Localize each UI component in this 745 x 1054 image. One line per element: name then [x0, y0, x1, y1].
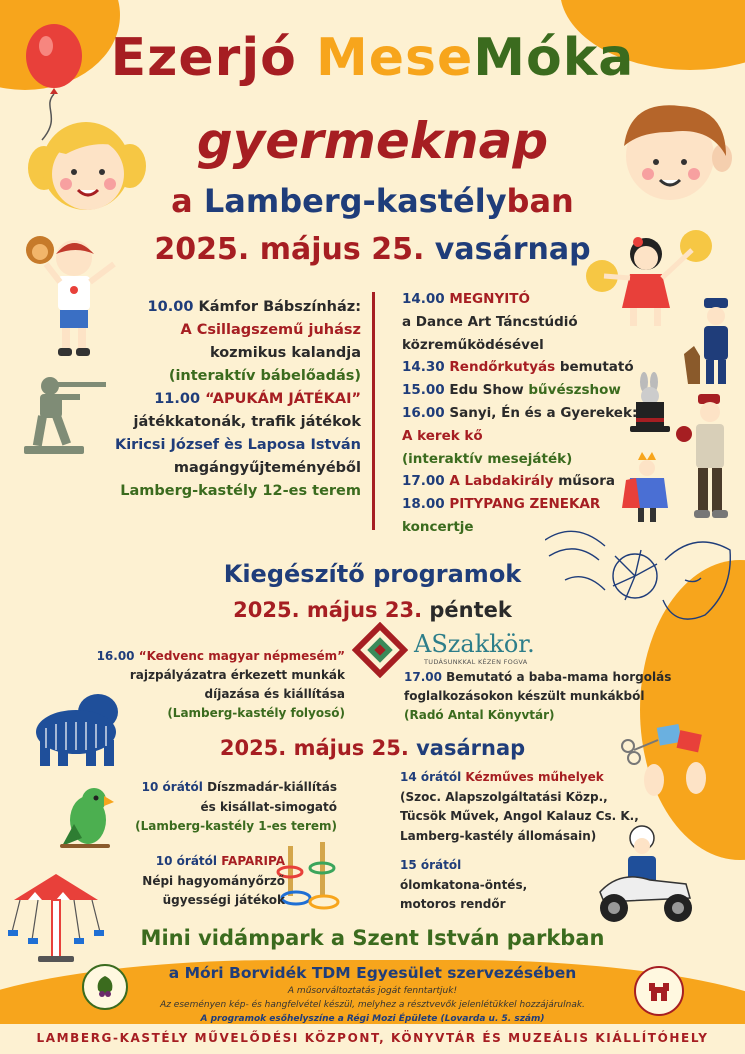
program-line: 17.00 Bemutató a baba-mama horgolás [404, 670, 672, 684]
program-line: 17.00 A Labdakirály műsora [402, 473, 615, 490]
program-line: Lamberg-kastély 12-es terem [120, 483, 361, 499]
main-date-day: 2025. május 25. [154, 232, 435, 267]
mini-amusement-park: Mini vidámpark a Szent István parkban [140, 926, 605, 950]
program-line: ólomkatona-öntés, [400, 877, 528, 892]
man-with-ball-icon [676, 392, 736, 522]
program-change-note: A műsorváltoztatás jogát fenntartjuk! [287, 986, 458, 996]
main-date-weekday: vasárnap [434, 232, 591, 267]
program-line: (Radó Antal Könyvtár) [404, 708, 555, 722]
main-title [0, 28, 745, 88]
program-line: játékkatonák, trafik játékok [133, 414, 361, 430]
title-word-ezerjo: Ezerjó [110, 28, 316, 88]
program-line: a Dance Art Táncstúdió [402, 313, 578, 330]
venue-name: Lamberg-kastély [203, 182, 507, 220]
program-line: közreműködésével [402, 336, 544, 353]
program-line: 11.00 “APUKÁM JÁTÉKAI” [154, 391, 361, 407]
subtitle-gyermeknap: gyermeknap [196, 112, 549, 170]
program-line: Lamberg-kastély állomásain) [400, 828, 597, 843]
program-line: 14 órától Kézműves műhelyek [400, 770, 604, 784]
extra-date-2 [0, 736, 745, 760]
program-line: 10 órától FAPARIPA [155, 854, 285, 868]
extra-block-5 [400, 768, 639, 846]
title-word-moka: Móka [473, 28, 635, 88]
venue-prefix: a [171, 182, 204, 220]
extra-block-4 [142, 852, 285, 911]
program-line: ügyességi játékok [162, 893, 285, 907]
szakkor-tagline: TUDÁSUNKKAL KÉZEN FOGVA [424, 658, 528, 666]
program-line: A kerek kő [402, 427, 483, 444]
program-line: kozmikus kalandja [209, 345, 361, 361]
police-dog-icon [682, 294, 742, 386]
extra-date-2-day: 2025. május 25. [219, 736, 417, 760]
recording-note: Az eseményen kép- és hangfelvétel készül, melyhez a résztvevők jelenlétükkel hozzájárulnak. [160, 1000, 585, 1010]
program-line: A Csillagszemű juhász [180, 322, 361, 338]
right-program [402, 288, 637, 539]
extra-block-1 [97, 647, 345, 723]
extra-block-3 [135, 778, 337, 837]
program-line: Népi hagyományőrző [142, 873, 285, 888]
program-line: 18.00 PITYPANG ZENEKAR [402, 496, 601, 513]
program-line: díjazása és kiállítása [204, 687, 345, 701]
program-line: 16.00 “Kedvenc magyar népmesém” [96, 649, 345, 663]
program-line: Tücsök Művek, Angol Kalauz Cs. K., [400, 809, 639, 823]
footer-institution: LAMBERG-KASTÉLY MŰVELŐDÉSI KÖZPONT, KÖNYVTÁR ÉS MUZEÁLIS KIÁLLÍTÓHELY [36, 1031, 709, 1045]
title-word-mese: Mese [315, 28, 474, 88]
left-program [115, 296, 361, 503]
program-line: (Lamberg-kastély folyosó) [167, 706, 345, 720]
program-line: Kiricsi József ès Laposa István [114, 437, 361, 453]
extra-programs-title: Kiegészítő programok [223, 560, 522, 588]
venue-line [0, 182, 745, 220]
program-line: 15 órától [400, 858, 462, 872]
program-line: 10.00 Kámfor Bábszínház: [147, 299, 361, 315]
main-date [0, 232, 745, 267]
extra-date-1-day: 2025. május 23. [233, 598, 430, 622]
parrot-icon [54, 784, 122, 852]
program-line: és kisállat-simogató [200, 799, 337, 814]
program-line: (Szoc. Alapszolgáltatási Közp., [400, 789, 608, 804]
program-divider [372, 292, 375, 530]
rain-venue-note: A programok esőhelyszíne a Régi Mozi Épülete (Lovarda u. 5. szám) [200, 1014, 545, 1024]
extra-date-2-weekday: vasárnap [416, 736, 526, 760]
program-line: koncertje [402, 518, 474, 535]
program-line: 16.00 Sanyi, Én és a Gyerekek: [402, 404, 638, 421]
extra-date-1-weekday: péntek [429, 598, 512, 622]
program-line: (interaktív mesejáték) [402, 450, 573, 467]
program-line: 15.00 Edu Show bűvészshow [402, 382, 621, 399]
extra-block-6 [400, 856, 527, 915]
program-line: rajzpályázatra érkezett munkák [129, 668, 345, 682]
program-line: magángyűjteményéből [173, 460, 361, 476]
program-line: motoros rendőr [400, 897, 506, 911]
program-line: foglalkozásokon készült munkákból [404, 689, 645, 703]
toy-soldier-icon [18, 374, 108, 456]
program-line: 10 órától Díszmadár-kiállítás [141, 780, 337, 794]
organizer-line: a Móri Borvidék TDM Egyesület szervezésében [168, 964, 577, 982]
venue-suffix: ban [506, 182, 574, 220]
program-line: 14.30 Rendőrkutyás bemutató [402, 359, 634, 376]
extra-block-2 [404, 668, 671, 725]
program-line: 14.00 MEGNYITÓ [402, 291, 530, 307]
extra-date-1 [0, 598, 745, 622]
folk-pattern-logo [352, 622, 408, 678]
szakkor-brand: ASzakkör. [414, 630, 535, 658]
program-line: (interaktív bábelőadás) [168, 368, 361, 384]
program-line: (Lamberg-kastély 1-es terem) [135, 819, 337, 833]
